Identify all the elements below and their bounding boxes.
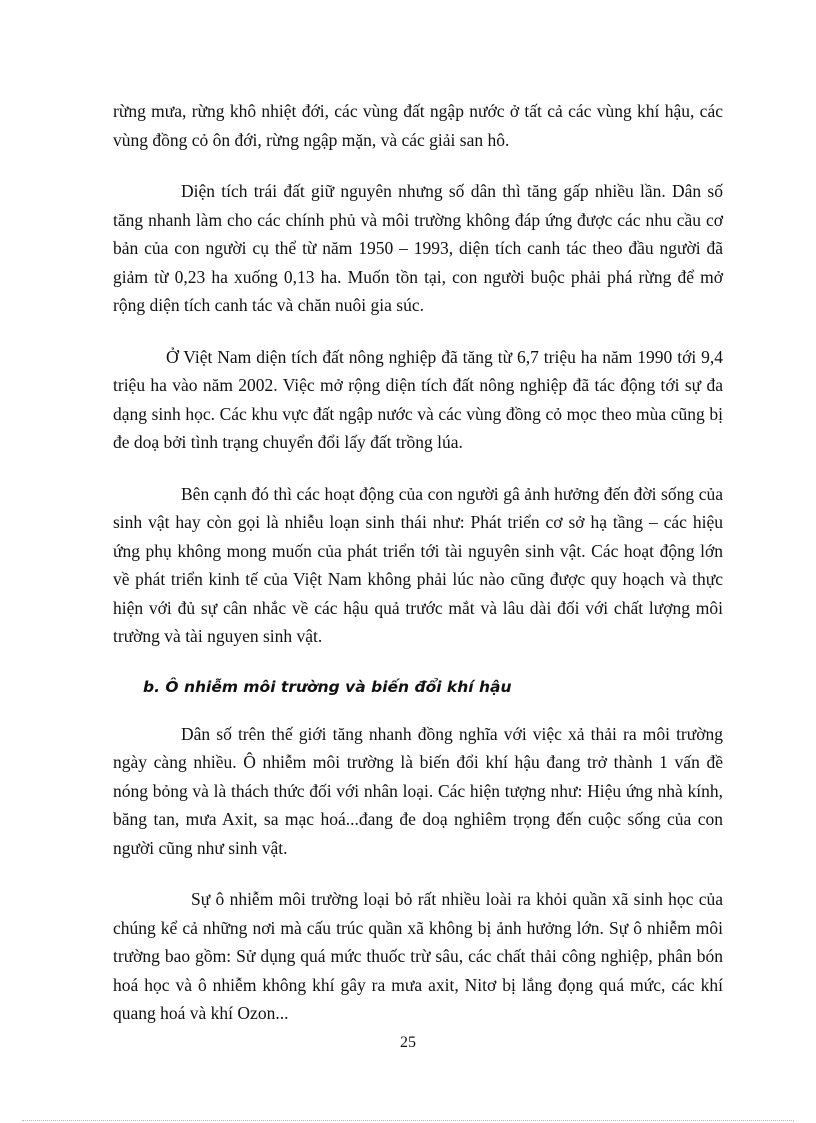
paragraph-vietnam-agriculture: Ở Việt Nam diện tích đất nông nghiệp đã tăng từ 6,7 triệu ha năm 1990 tới 9,4 triệu ha vào năm 2002. Việc mở rộng diện tích đất nông nghiệp đã tác động tới sự đa dạng sinh học. Các khu vực đất ngập nước và các vùng đồng cỏ mọc theo mùa cũng bị đe doạ bởi tình trạng chuyển đổi lấy đất trồng lúa. (113, 346, 723, 452)
paragraph-ecological-disturbance: Bên cạnh đó thì các hoạt động của con người gâ ảnh hưởng đến đời sống của sinh vật hay còn gọi là nhiễu loạn sinh thái như: Phát triển cơ sở hạ tầng – các hiệu ứng phụ không mong muốn của phát triển tới tài nguyên sinh vật. Các hoạt động lớn về phát triển kinh tế của Việt Nam không phải lúc nào cũng được quy hoạch và thực hiện với đủ sự cân nhắc về các hậu quả trước mắt và lâu dài đối với chất lượng môi trường và tài nguyen sinh vật. (113, 483, 723, 646)
page-bottom-divider (22, 1120, 794, 1121)
page-body (113, 97, 723, 1051)
paragraph-forest-types: rừng mưa, rừng khô nhiệt đới, các vùng đất ngập nước ở tất cả các vùng khí hậu, các vùng đồng cỏ ôn đới, rừng ngập mặn, và các giải san hô. (113, 101, 723, 150)
paragraph-population-growth: Diện tích trái đất giữ nguyên nhưng số dân thì tăng gấp nhiều lần. Dân số tăng nhanh làm cho các chính phủ và môi trường không đáp ứng được các nhu cầu cơ bản của con người cụ thể từ năm 1950 – 1993, diện tích canh tác theo đầu người đã giảm từ 0,23 ha xuống 0,13 ha. Muốn tồn tại, con người buộc phải phá rừng để mở rộng diện tích canh tác và chăn nuôi gia súc. (113, 181, 723, 315)
section-heading: b. Ô nhiễm môi trường và biến đổi khí hậu (143, 677, 512, 696)
page-number: 25 (400, 1034, 416, 1051)
paragraph-pollution-effects: Sự ô nhiễm môi trường loại bỏ rất nhiều loài ra khỏi quần xã sinh học của chúng kể cả những nơi mà cấu trúc quần xã không bị ảnh hưởng lớn. Sự ô nhiễm môi trường bao gồm: Sử dụng quá mức thuốc trừ sâu, các chất thải công nghiệp, phân bón hoá học và ô nhiễm không khí gây ra mưa axit, Nitơ bị lắng đọng quá mức, các khí quang hoá và khí Ozon... (113, 889, 723, 1023)
paragraph-pollution-climate: Dân số trên thế giới tăng nhanh đồng nghĩa với việc xả thải ra môi trường ngày càng nhiều. Ô nhiễm môi trường là biến đổi khí hậu đang trở thành 1 vấn đề nóng bỏng và là thách thức đối với nhân loại. Các hiện tượng như: Hiệu ứng nhà kính, băng tan, mưa Axit, sa mạc hoá...đang đe doạ nghiêm trọng đến cuộc sống của con người cũng như sinh vật. (113, 723, 723, 858)
